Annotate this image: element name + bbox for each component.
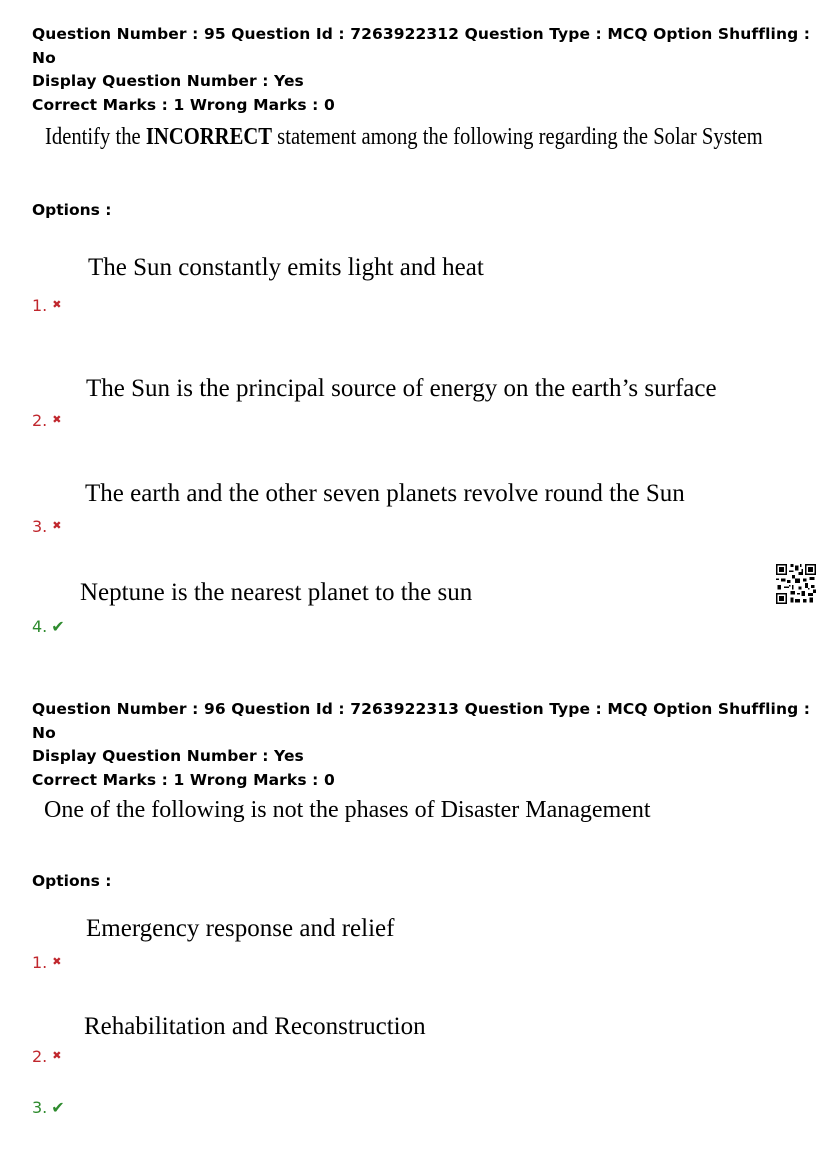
option-text: The earth and the other seven planets revolve round the Sun — [85, 480, 685, 507]
cross-icon: ✖ — [52, 413, 62, 426]
option-number: 4. ✔ — [32, 617, 65, 636]
options-label: Options : — [32, 201, 112, 219]
qr-code-icon — [776, 564, 816, 604]
option-text: Rehabilitation and Reconstruction — [84, 1013, 426, 1040]
option-text: The Sun is the principal source of energy on the earth’s surface — [86, 375, 717, 402]
checkmark-icon: ✔ — [51, 1098, 65, 1117]
cross-icon: ✖ — [52, 298, 62, 311]
question-meta-line: Correct Marks : 1 Wrong Marks : 0 — [32, 770, 335, 789]
option-number: 3. ✔ — [32, 1098, 65, 1117]
question-96-meta — [32, 698, 826, 792]
cross-icon: ✖ — [52, 955, 62, 968]
options-label: Options : — [32, 872, 112, 890]
option-number: 2. ✖ — [32, 1047, 62, 1066]
option-number: 2. ✖ — [32, 411, 62, 430]
question-96-text: One of the following is not the phases of Disaster Management — [44, 797, 651, 823]
emphasis-word: INCORRECT — [145, 124, 273, 150]
checkmark-icon: ✔ — [51, 617, 65, 636]
question-meta-line: Display Question Number : Yes — [32, 747, 304, 765]
question-meta-line: Question Number : 95 Question Id : 7263922312 Question Type : MCQ Option Shuffling : No — [32, 25, 811, 67]
option-number: 1. ✖ — [32, 953, 62, 972]
question-95-text: Identify the INCORRECT statement among the following regarding the Solar System — [45, 124, 763, 150]
question-meta-line: Display Question Number : Yes — [32, 72, 304, 90]
option-text: Neptune is the nearest planet to the sun — [80, 579, 473, 606]
question-meta-line: Correct Marks : 1 Wrong Marks : 0 — [32, 95, 335, 114]
option-number: 3. ✖ — [32, 517, 62, 536]
cross-icon: ✖ — [52, 519, 62, 532]
question-meta-line: Question Number : 96 Question Id : 7263922313 Question Type : MCQ Option Shuffling : No — [32, 700, 811, 742]
option-number: 1. ✖ — [32, 296, 62, 315]
option-text: Emergency response and relief — [86, 915, 395, 942]
cross-icon: ✖ — [52, 1049, 62, 1062]
option-text: The Sun constantly emits light and heat — [88, 254, 484, 281]
question-95-meta — [32, 23, 826, 117]
